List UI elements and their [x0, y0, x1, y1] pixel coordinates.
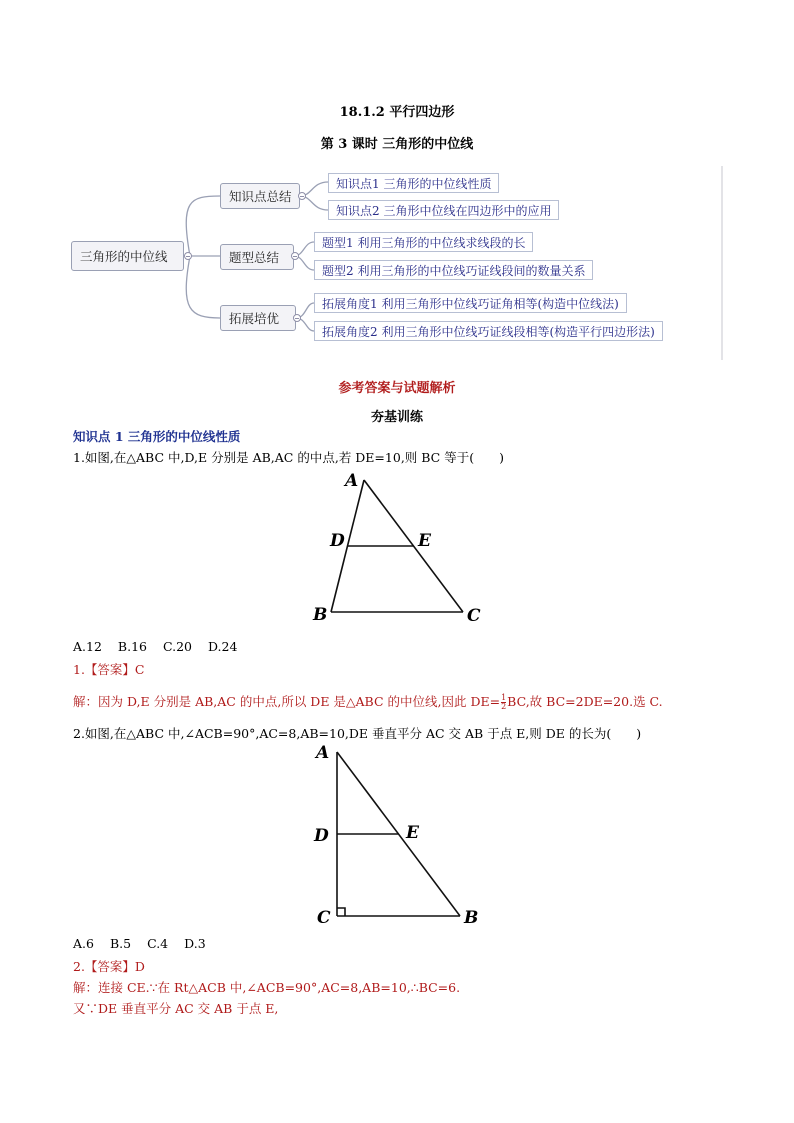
q1-solution-pre: 解：因为 D,E 分别是 AB,AC 的中点,所以 DE 是△ABC 的中位线,因此 DE= — [73, 694, 501, 709]
collapse-icon[interactable] — [291, 252, 299, 260]
training-title: 夯基训练 — [370, 410, 423, 425]
option-b: B.5 — [109, 936, 132, 951]
collapse-icon[interactable] — [298, 192, 306, 200]
collapse-icon[interactable] — [293, 314, 301, 322]
section-title: 18.1.2 平行四边形 — [339, 105, 455, 120]
q1-options — [73, 639, 253, 654]
label-e: E — [406, 823, 419, 843]
section-heading: 知识点 1 三角形的中位线性质 — [73, 429, 241, 444]
q1-triangle-figure — [300, 468, 500, 628]
label-e: E — [418, 531, 431, 551]
mind-map-leaf[interactable]: 题型1 利用三角形的中位线求线段的长 — [314, 232, 533, 252]
label-c: C — [317, 908, 331, 928]
lesson-title: 第 3 课时 三角形的中位线 — [320, 137, 474, 152]
label-a: A — [316, 743, 330, 763]
collapse-icon[interactable] — [184, 252, 192, 260]
label-b: B — [313, 605, 328, 625]
answers-title: 参考答案与试题解析 — [338, 381, 456, 396]
mind-map-leaf[interactable]: 知识点1 三角形的中位线性质 — [328, 173, 499, 193]
q1-solution-post: BC,故 BC=2DE=20.选 C. — [507, 694, 663, 709]
option-d: D.3 — [184, 936, 206, 951]
mind-map-leaf[interactable]: 拓展角度2 利用三角形中位线巧证线段相等(构造平行四边形法) — [314, 321, 663, 341]
mind-map — [0, 160, 794, 370]
mind-map-leaf[interactable]: 知识点2 三角形中位线在四边形中的应用 — [328, 200, 559, 220]
q1-answer: 1.【答案】C — [73, 662, 145, 677]
label-d: D — [314, 826, 329, 846]
branch-knowledge-summary[interactable]: 知识点总结 — [220, 183, 300, 209]
label-c: C — [467, 606, 481, 626]
branch-question-types[interactable]: 题型总结 — [220, 244, 294, 270]
q2-triangle-figure — [300, 738, 500, 933]
option-c: C.20 — [162, 639, 192, 654]
option-c: C.4 — [147, 936, 169, 951]
branch-extension[interactable]: 拓展培优 — [220, 305, 296, 331]
mind-map-leaf[interactable]: 拓展角度1 利用三角形中位线巧证角相等(构造中位线法) — [314, 293, 627, 313]
fraction-half: $\frac{1}{2}$ — [501, 693, 507, 711]
label-b: B — [464, 908, 479, 928]
q2-options — [73, 936, 222, 951]
q2-answer: 2.【答案】D — [73, 959, 145, 974]
option-b: B.16 — [117, 639, 147, 654]
option-d: D.24 — [207, 639, 238, 654]
q1-question: 1.如图,在△ABC 中,D,E 分别是 AB,AC 的中点,若 DE=10,则 BC 等于( ) — [73, 450, 504, 465]
q2-question: 2.如图,在△ABC 中,∠ACB=90°,AC=8,AB=10,DE 垂直平分 AC 交 AB 于点 E,则 DE 的长为( ) — [73, 726, 642, 741]
label-a: A — [345, 471, 359, 491]
q2-solution-line2: 又∵DE 垂直平分 AC 交 AB 于点 E, — [73, 1001, 279, 1016]
right-angle-mark — [337, 908, 345, 916]
mind-map-root[interactable]: 三角形的中位线 — [71, 241, 184, 271]
q1-solution — [73, 692, 663, 711]
option-a: A.12 — [73, 639, 102, 654]
label-d: D — [330, 531, 345, 551]
option-a: A.6 — [73, 936, 94, 951]
mind-map-leaf[interactable]: 题型2 利用三角形的中位线巧证线段间的数量关系 — [314, 260, 593, 280]
q2-solution-line1: 解：连接 CE.∵在 Rt△ACB 中,∠ACB=90°,AC=8,AB=10,∴BC=6. — [73, 980, 461, 995]
